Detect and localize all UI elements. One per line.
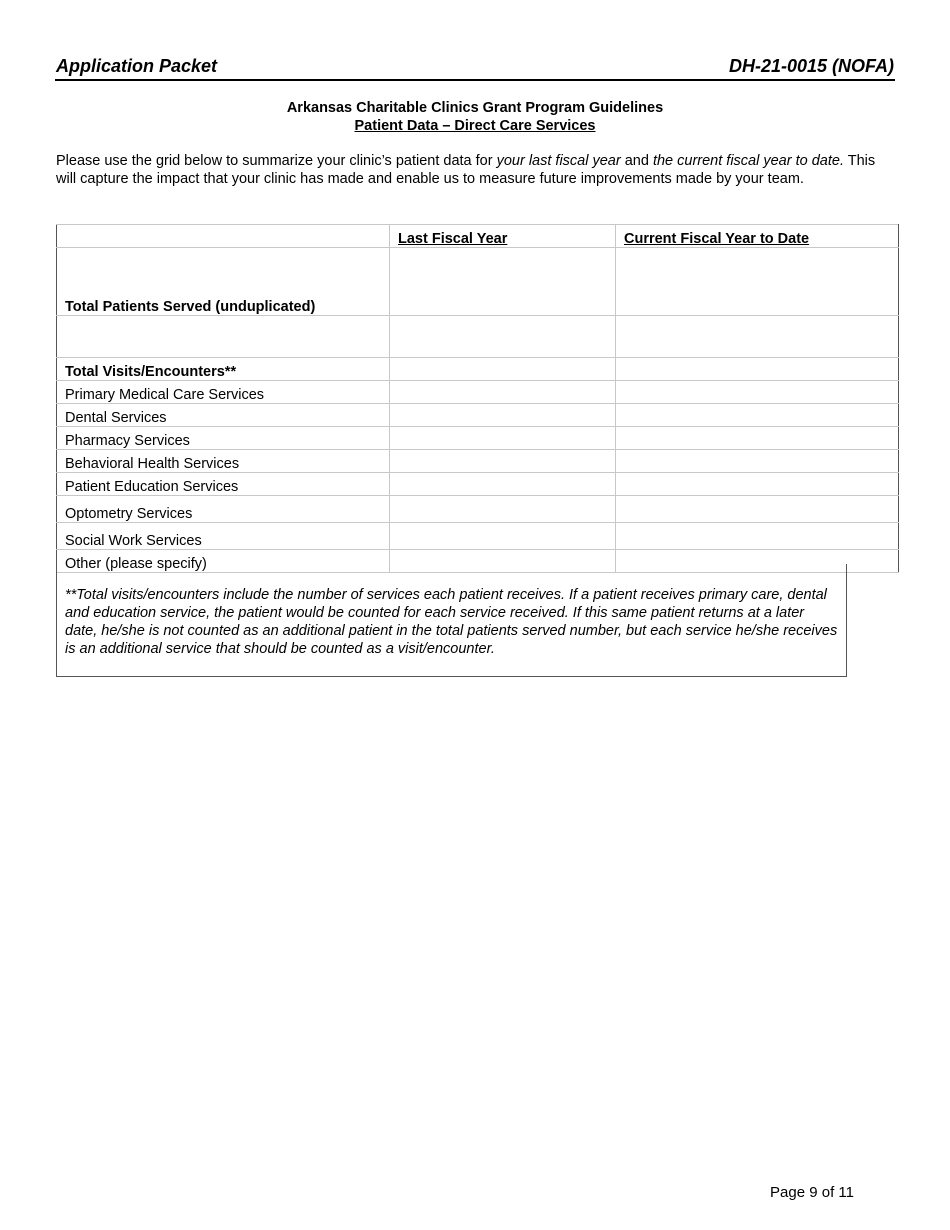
col-header-current-fiscal-year: Current Fiscal Year to Date <box>616 225 899 248</box>
header-left-title: Application Packet <box>56 56 218 76</box>
service-row <box>57 404 899 427</box>
service-current-input[interactable] <box>616 404 899 427</box>
service-current-input[interactable] <box>616 523 899 550</box>
header-blank-cell <box>57 225 390 248</box>
spacer-row <box>57 316 899 358</box>
service-row <box>57 523 899 550</box>
intro-text-1: Please use the grid below to summarize your clinic’s patient data for <box>56 153 497 169</box>
total-visits-current-input[interactable] <box>616 358 899 381</box>
main-title: Arkansas Charitable Clinics Grant Program Guidelines <box>286 100 664 116</box>
service-label: Social Work Services <box>57 523 390 550</box>
intro-paragraph <box>56 152 894 188</box>
col-header-last-fiscal-year: Last Fiscal Year <box>390 225 616 248</box>
header-row <box>57 225 899 248</box>
intro-emphasis-1: your last fiscal year <box>496 153 621 169</box>
service-label: Dental Services <box>57 404 390 427</box>
intro-emphasis-2: the current fiscal year to date. <box>652 153 844 169</box>
section-title: Patient Data – Direct Care Services <box>354 118 596 134</box>
total-patients-current-input[interactable] <box>616 248 899 316</box>
service-label: Primary Medical Care Services <box>57 381 390 404</box>
service-row <box>57 381 899 404</box>
patient-data-grid <box>56 224 899 573</box>
page-number: Page 9 of 11 <box>770 1184 854 1201</box>
total-visits-label: Total Visits/Encounters** <box>57 358 390 381</box>
total-visits-row <box>57 358 899 381</box>
intro-text-2: and <box>620 153 653 169</box>
service-last-input[interactable] <box>390 381 616 404</box>
service-last-input[interactable] <box>390 496 616 523</box>
service-current-input[interactable] <box>616 450 899 473</box>
intro-text-3: This will capture the impact that your clinic has made and enable us to measure future improvements made by your team. <box>56 153 876 187</box>
header-right-title: DH-21-0015 (NOFA) <box>728 56 894 76</box>
service-label: Optometry Services <box>57 496 390 523</box>
service-current-input[interactable] <box>616 473 899 496</box>
service-label: Patient Education Services <box>57 473 390 496</box>
total-patients-last-input[interactable] <box>390 248 616 316</box>
visits-footnote: **Total visits/encounters include the number of services each patient receives. If a patient receives primary care, dental and education service, the patient would be counted for each service received. If this same patient returns at a later date, he/she is not counted as an additional patient in the total patients served number, but each service he/she receives is an additional service that should be counted as a visit/encounter. <box>56 564 847 677</box>
service-last-input[interactable] <box>390 473 616 496</box>
document-titles <box>55 99 895 135</box>
service-current-input[interactable] <box>616 381 899 404</box>
service-last-input[interactable] <box>390 404 616 427</box>
total-patients-row <box>57 248 899 316</box>
service-current-input[interactable] <box>616 496 899 523</box>
service-current-input[interactable] <box>616 427 899 450</box>
page-header <box>55 55 895 81</box>
service-last-input[interactable] <box>390 427 616 450</box>
total-patients-label: Total Patients Served (unduplicated) <box>57 248 390 316</box>
service-label: Behavioral Health Services <box>57 450 390 473</box>
service-row <box>57 496 899 523</box>
service-last-input[interactable] <box>390 450 616 473</box>
total-visits-last-input[interactable] <box>390 358 616 381</box>
service-label: Pharmacy Services <box>57 427 390 450</box>
service-row <box>57 427 899 450</box>
service-label: Other (please specify) <box>57 550 390 573</box>
service-last-input[interactable] <box>390 523 616 550</box>
service-row <box>57 473 899 496</box>
service-row <box>57 450 899 473</box>
